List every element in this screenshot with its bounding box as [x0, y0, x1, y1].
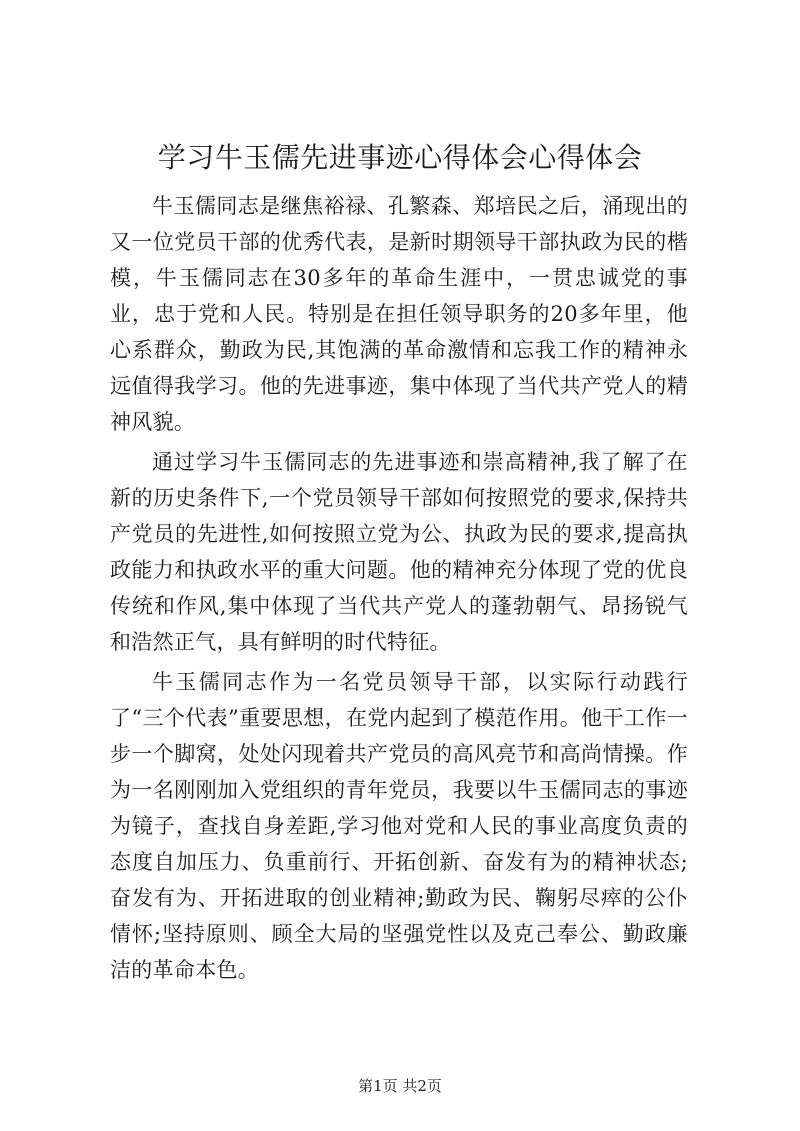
document-title: 学习牛玉儒先进事迹心得体会心得体会: [157, 141, 643, 174]
paragraph-2: 通过学习牛玉儒同志的先进事迹和崇高精神,我了解了在新的历史条件下,一个党员领导干部如何按照党的要求,保持共产党员的先进性,如何按照立党为公、执政为民的要求,提高执政能力和执政水平的重大问题。他的精神充分体现了党的优良传统和作风,集中体现了当代共产党人的蓬勃朝气、昂扬锐气和浩然正气，具有鲜明的时代特征。: [110, 450, 688, 654]
document-body: [110, 188, 688, 988]
paragraph-1: 牛玉儒同志是继焦裕禄、孔繁森、郑培民之后，涌现出的又一位党员干部的优秀代表，是新时期领导干部执政为民的楷模，牛玉儒同志在30多年的革命生涯中，一贯忠诚党的事业，忠于党和人民。特别是在担任领导职务的20多年里，他心系群众，勤政为民,其饱满的革命激情和忘我工作的精神永远值得我学习。他的先进事迹，集中体现了当代共产党人的精神风貌。: [110, 194, 688, 434]
page-number-footer: 第1页 共2页: [358, 1077, 442, 1095]
paragraph-3: 牛玉儒同志作为一名党员领导干部，以实际行动践行了“三个代表”重要思想，在党内起到了模范作用。他干工作一步一个脚窝，处处闪现着共产党员的高风亮节和高尚情操。作为一名刚刚加入党组织的青年党员，我要以牛玉儒同志的事迹为镜子，查找自身差距,学习他对党和人民的事业高度负责的态度自加压力、负重前行、开拓创新、奋发有为的精神状态;奋发有为、开拓进取的创业精神;勤政为民、鞠躬尽瘁的公仆情怀;坚持原则、顾全大局的坚强党性以及克己奉公、勤政廉洁的革命本色。: [110, 670, 688, 982]
